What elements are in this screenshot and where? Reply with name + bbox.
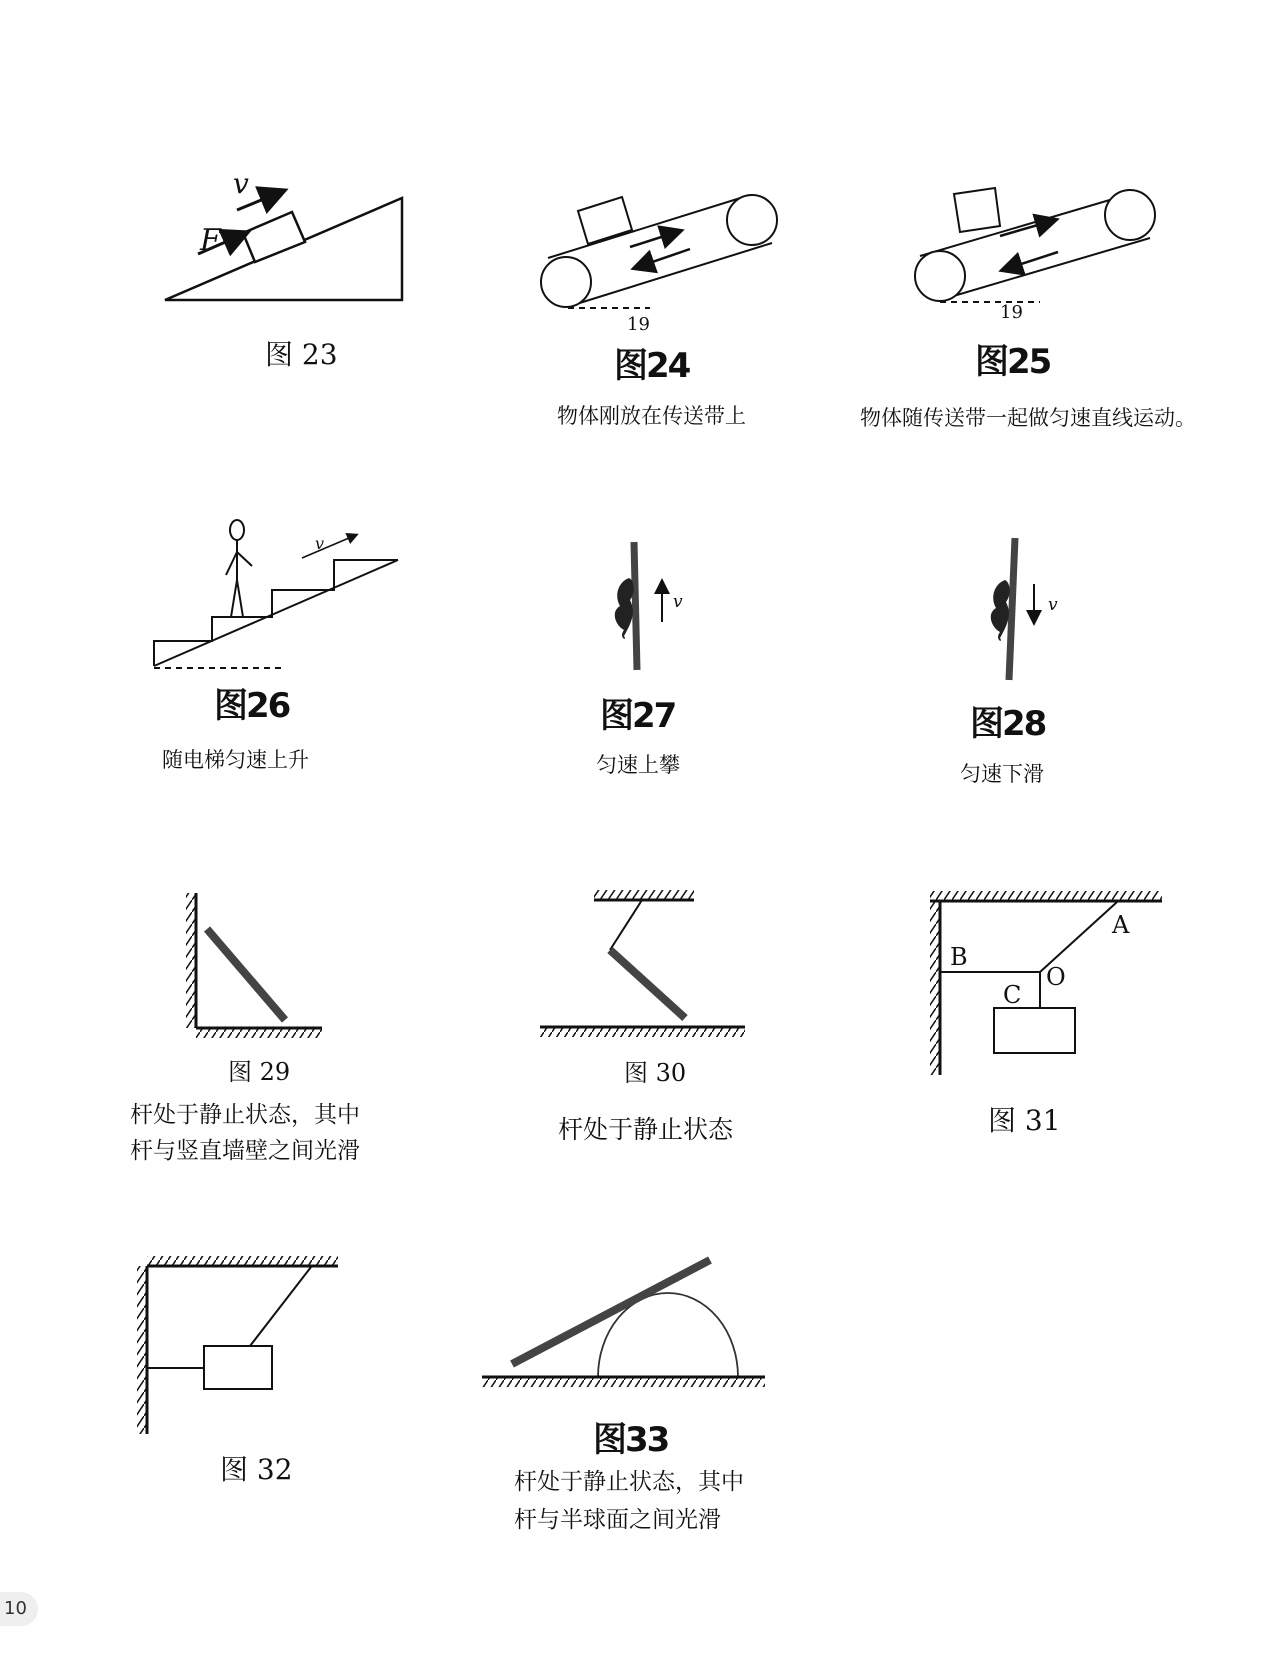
fig24-conveyor <box>541 195 777 335</box>
fig23-v-label: v <box>233 167 249 200</box>
fig25-note: 物体随传送带一起做匀速直线运动。 <box>860 406 1196 430</box>
fig28-pole-slide <box>991 538 1058 680</box>
fig25-conveyor <box>915 188 1155 323</box>
fig31-caption: 图 31 <box>988 1104 1061 1137</box>
fig24-note: 物体刚放在传送带上 <box>557 404 746 428</box>
fig27-note: 匀速上攀 <box>596 753 680 777</box>
fig31-label-a: A <box>1112 911 1130 939</box>
fig26-caption: 图26 <box>214 686 290 726</box>
fig31-label-o: O <box>1046 963 1066 991</box>
fig28-v-label: v <box>1048 595 1058 615</box>
fig28-note: 匀速下滑 <box>960 762 1044 786</box>
fig26-note: 随电梯匀速上升 <box>162 748 309 772</box>
fig25-caption: 图25 <box>975 342 1051 382</box>
page-number-badge: 10 <box>0 1592 38 1626</box>
fig27-pole-climb <box>615 542 683 670</box>
fig25-angle: 19 <box>1000 302 1023 323</box>
fig30-note: 杆处于静止状态 <box>558 1115 734 1144</box>
fig30-rod-string <box>540 890 745 1037</box>
fig23-f-label: F <box>200 223 221 258</box>
fig32-block-strings <box>137 1256 338 1434</box>
fig32-caption: 图 32 <box>220 1453 293 1486</box>
fig33-caption: 图33 <box>593 1420 669 1460</box>
fig33-note-line2: 杆与半球面之间光滑 <box>514 1507 721 1533</box>
fig31-label-b: B <box>950 943 968 971</box>
fig33-rod-hemisphere <box>482 1260 765 1387</box>
fig28-caption: 图28 <box>970 704 1046 744</box>
fig23-caption: 图 23 <box>265 338 338 371</box>
fig26-escalator <box>154 520 398 668</box>
fig30-caption: 图 30 <box>624 1059 687 1087</box>
fig27-v-label: v <box>673 592 683 612</box>
fig31-label-c: C <box>1003 981 1022 1009</box>
fig29-caption: 图 29 <box>228 1058 291 1086</box>
fig29-note-line1: 杆处于静止状态，其中 <box>130 1102 360 1128</box>
fig23-incline <box>165 167 402 300</box>
fig24-angle: 19 <box>627 314 650 335</box>
fig31-three-strings <box>930 891 1162 1075</box>
fig26-v-label: v <box>315 534 325 553</box>
fig29-rod-wall <box>186 893 322 1038</box>
fig27-caption: 图27 <box>600 696 676 736</box>
fig29-note-line2: 杆与竖直墙壁之间光滑 <box>130 1138 360 1164</box>
fig24-caption: 图24 <box>614 346 690 386</box>
fig33-note-line1: 杆处于静止状态，其中 <box>514 1469 744 1495</box>
